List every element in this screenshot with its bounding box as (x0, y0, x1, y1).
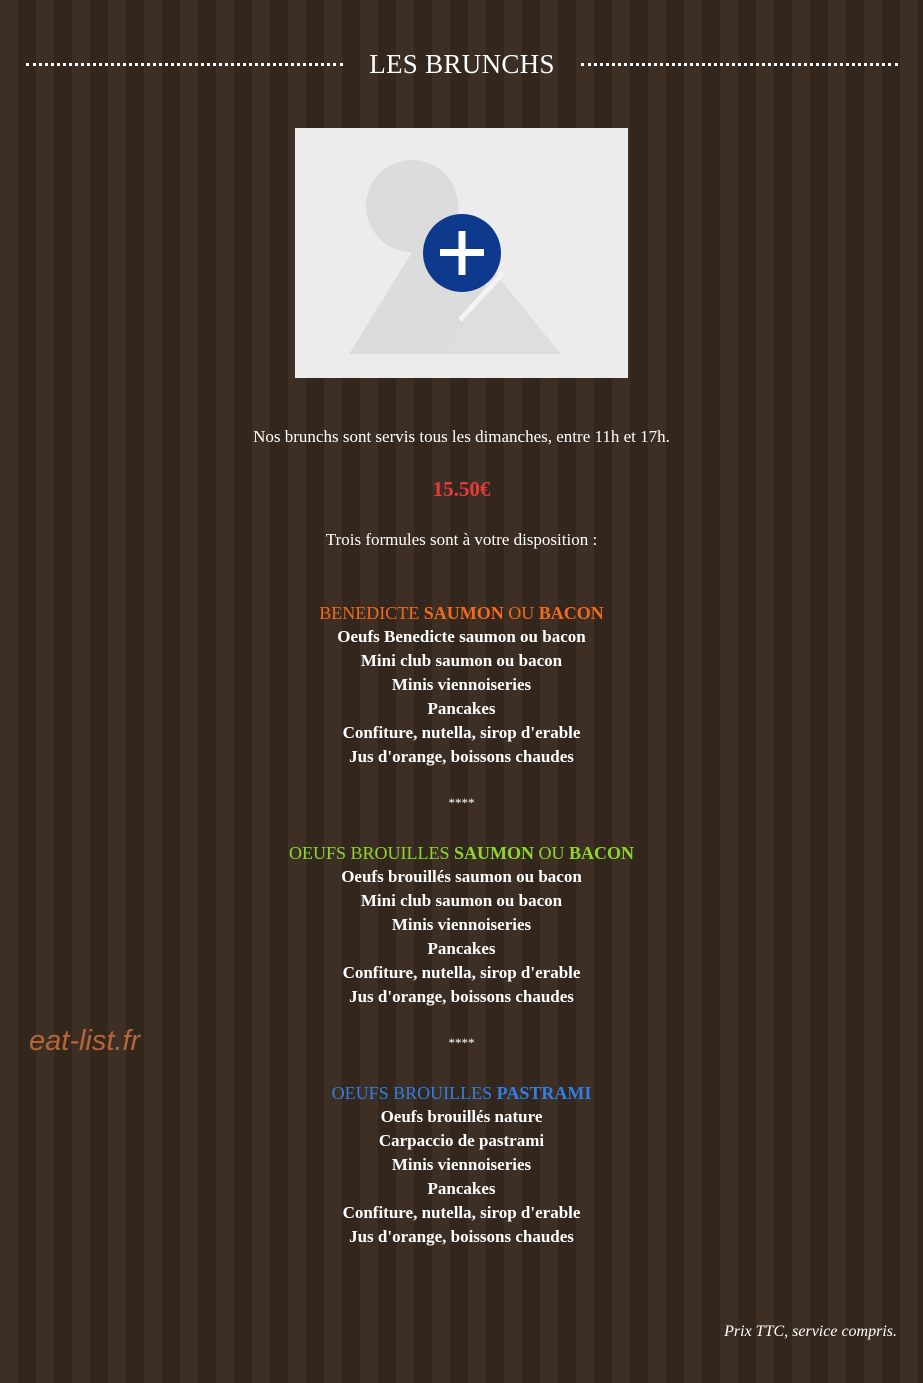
intro-text: Nos brunchs sont servis tous les dimanches, entre 11h et 17h. (253, 427, 670, 446)
menu-item: Confiture, nutella, sirop d'erable (342, 1203, 581, 1222)
menu-heading-bold: SAUMON (423, 603, 504, 623)
menu-item: Confiture, nutella, sirop d'erable (342, 963, 581, 982)
menu-item: Pancakes (427, 699, 496, 718)
menu-item: Mini club saumon ou bacon (360, 651, 563, 670)
page-title: LES BRUNCHS (369, 48, 555, 79)
menu-heading-part: OU (534, 843, 569, 863)
menu-heading (0, 601, 923, 625)
section-header (26, 44, 898, 84)
menu-item: Minis viennoiseries (391, 1155, 532, 1174)
menu-item: Oeufs brouillés saumon ou bacon (341, 867, 582, 886)
menu-item: Pancakes (427, 1179, 496, 1198)
menu-item: Jus d'orange, boissons chaudes (349, 987, 574, 1006)
menu-formule-pastrami (0, 1081, 923, 1249)
menu-item: Oeufs Benedicte saumon ou bacon (337, 627, 586, 646)
dotted-rule-left (26, 63, 343, 66)
formules-text: Trois formules sont à votre disposition : (325, 530, 598, 549)
dotted-rule-right (581, 63, 898, 66)
menu-heading-bold: PASTRAMI (496, 1083, 592, 1103)
menu-separator: **** (448, 1035, 475, 1050)
brunch-price: 15.50€ (432, 477, 491, 501)
menu-item: Carpaccio de pastrami (378, 1131, 545, 1150)
menu-formule-oeufs-brouilles (0, 841, 923, 1009)
menu-item: Jus d'orange, boissons chaudes (349, 747, 574, 766)
menu-separator: **** (448, 795, 475, 810)
menu-heading-part: OEUFS BROUILLES (288, 843, 454, 863)
add-image-icon (295, 128, 628, 378)
menu-item: Mini club saumon ou bacon (360, 891, 563, 910)
menu-heading-part: BENEDICTE (319, 603, 424, 623)
menu-item: Jus d'orange, boissons chaudes (349, 1227, 574, 1246)
menu-heading (0, 841, 923, 865)
plus-icon-v (459, 231, 466, 275)
menu-item: Confiture, nutella, sirop d'erable (342, 723, 581, 742)
watermark-text: eat-list.fr (29, 1025, 141, 1057)
image-placeholder[interactable] (295, 128, 628, 378)
menu-item: Pancakes (427, 939, 496, 958)
menu-heading-part: OU (503, 603, 539, 623)
price-note: Prix TTC, service compris. (724, 1323, 897, 1340)
menu-item: Minis viennoiseries (391, 915, 532, 934)
menu-item: Minis viennoiseries (391, 675, 532, 694)
menu-heading-bold: SAUMON (454, 843, 534, 863)
menu-item: Oeufs brouillés nature (380, 1107, 543, 1126)
menu-heading-part: OEUFS BROUILLES (331, 1083, 497, 1103)
menu-formule-benedicte (0, 601, 923, 769)
menu-heading-bold: BACON (569, 843, 635, 863)
menu-heading-bold: BACON (538, 603, 604, 623)
menu-heading (0, 1081, 923, 1105)
